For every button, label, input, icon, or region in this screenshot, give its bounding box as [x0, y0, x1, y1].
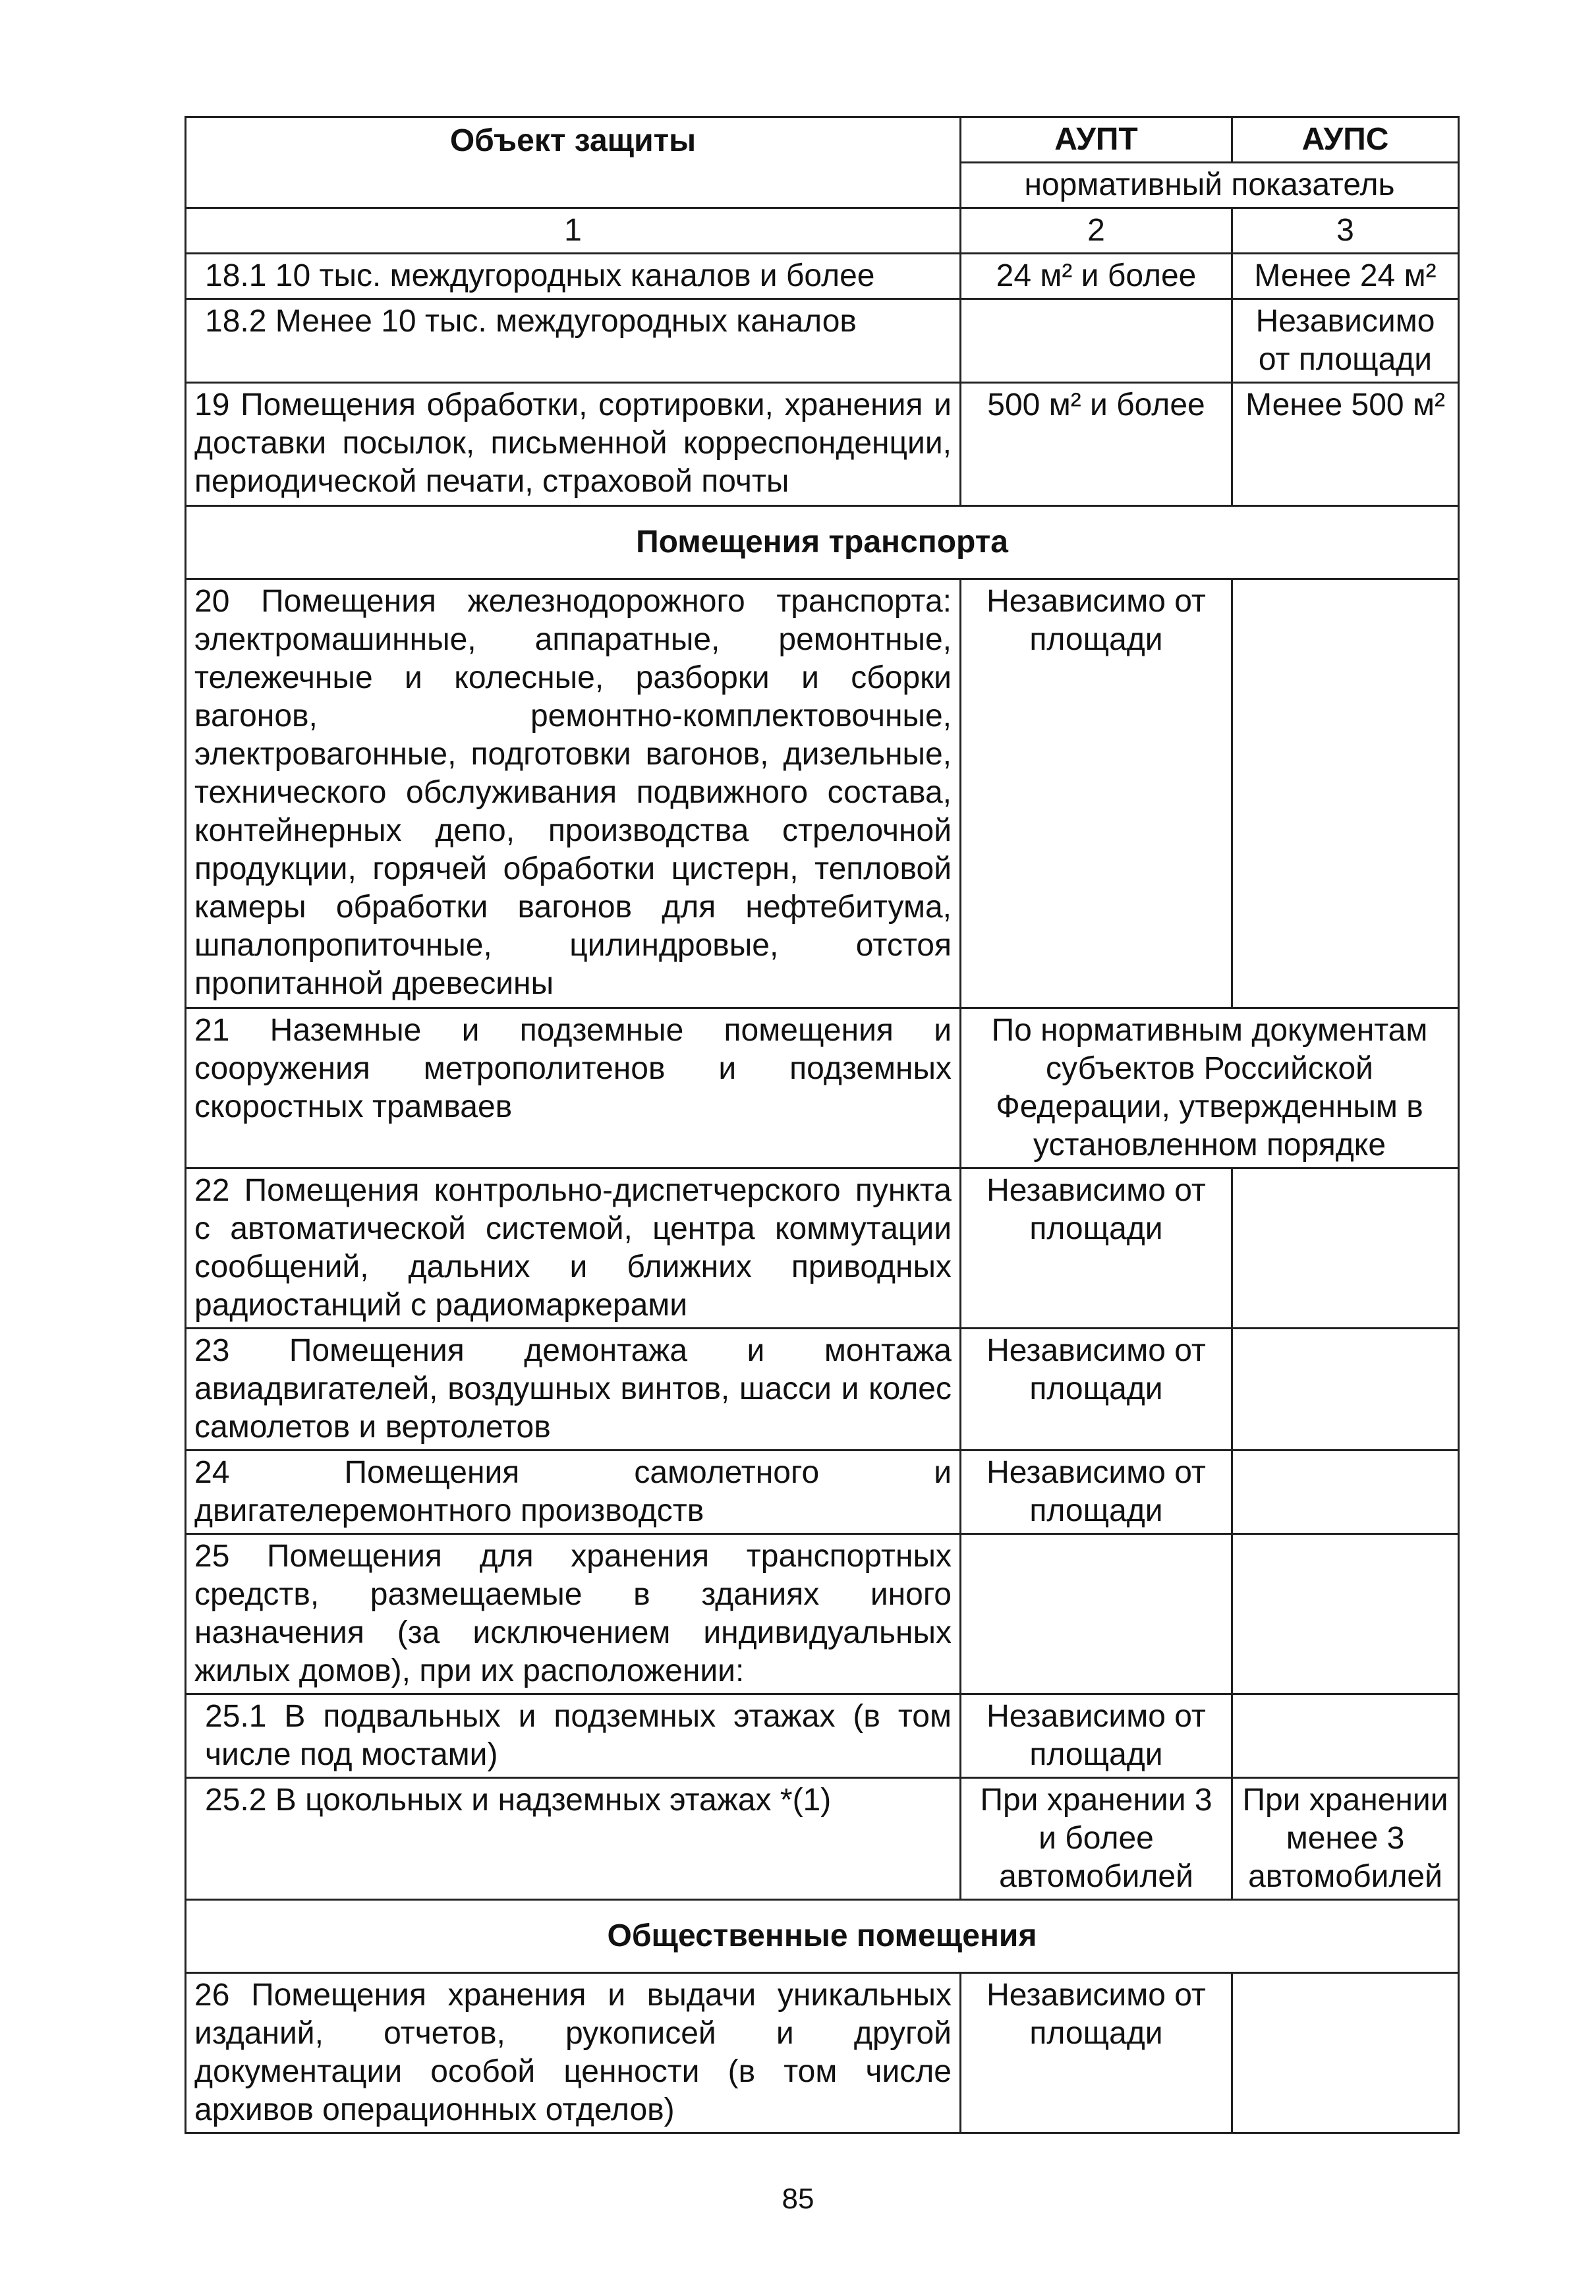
table-row: [186, 1329, 1459, 1450]
row-aupt: 500 м² и более: [961, 383, 1232, 506]
section-row: [186, 506, 1459, 579]
page-number: 85: [782, 2183, 814, 2215]
header-object: Объект защиты: [186, 117, 961, 208]
table-row: [186, 1973, 1459, 2133]
row-aupt: Независимо от площади: [961, 1329, 1232, 1450]
column-number-2: 2: [961, 208, 1232, 254]
row-aupt: При хранении 3 и более автомобилей: [961, 1778, 1232, 1900]
table-row: [186, 579, 1459, 1008]
row-aups: [1232, 1450, 1459, 1534]
table-row: [186, 383, 1459, 506]
section-row: [186, 1900, 1459, 1973]
table-row: [186, 1694, 1459, 1778]
table-row: [186, 1168, 1459, 1329]
row-aupt: Независимо от площади: [961, 579, 1232, 1008]
row-aups: [1232, 1329, 1459, 1450]
row-object: 18.1 10 тыс. междугородных каналов и более: [186, 254, 961, 299]
row-object: 22 Помещения контрольно-диспетчерского пункта с автоматической системой, центра коммутации сообщений, дальних и ближних приводных радиостанций с радиомаркерами: [186, 1168, 961, 1329]
table-row: [186, 1778, 1459, 1900]
row-aups: [1232, 1694, 1459, 1778]
row-aupt: 24 м² и более: [961, 254, 1232, 299]
row-aups: [1232, 1534, 1459, 1694]
row-object: 24 Помещения самолетного и двигателеремонтного производств: [186, 1450, 961, 1534]
row-aupt: [961, 299, 1232, 383]
table-row: [186, 299, 1459, 383]
table-row: [186, 254, 1459, 299]
header-indicator: нормативный показатель: [961, 163, 1459, 208]
header-aups: АУПС: [1232, 117, 1459, 163]
row-merged-requirement: По нормативным документам субъектов Российской Федерации, утвержденным в установленном порядке: [961, 1008, 1459, 1168]
row-aupt: Независимо от площади: [961, 1973, 1232, 2133]
column-number-1: 1: [186, 208, 961, 254]
row-aupt: [961, 1534, 1232, 1694]
row-object: 25 Помещения для хранения транспортных средств, размещаемые в зданиях иного назначения (за исключением индивидуальных жилых домов), при их расположении:: [186, 1534, 961, 1694]
row-aups: [1232, 1973, 1459, 2133]
row-object: 19 Помещения обработки, сортировки, хранения и доставки посылок, письменной корреспонденции, периодической печати, страховой почты: [186, 383, 961, 506]
header-row: [186, 117, 1459, 163]
row-object: 25.1 В подвальных и подземных этажах (в том числе под мостами): [186, 1694, 961, 1778]
row-object: 21 Наземные и подземные помещения и сооружения метрополитенов и подземных скоростных трамваев: [186, 1008, 961, 1168]
row-aups: Менее 500 м²: [1232, 383, 1459, 506]
row-aups: [1232, 579, 1459, 1008]
section-title-transport: Помещения транспорта: [186, 506, 1459, 579]
table-row: [186, 1008, 1459, 1168]
row-aups: [1232, 1168, 1459, 1329]
row-object: 23 Помещения демонтажа и монтажа авиадвигателей, воздушных винтов, шасси и колес самолетов и вертолетов: [186, 1329, 961, 1450]
row-aupt: Независимо от площади: [961, 1168, 1232, 1329]
protection-table: [185, 116, 1460, 2134]
section-title-public: Общественные помещения: [186, 1900, 1459, 1973]
row-object: 20 Помещения железнодорожного транспорта: электромашинные, аппаратные, ремонтные, тележечные и колесные, разборки и сборки вагонов, ремонтно-комплектовочные, электровагонные, подготовки вагонов, дизельные, технического обслуживания подвижного состава, контейнерных депо, производства стрелочной продукции, горячей обработки цистерн, тепловой камеры обработки вагонов для нефтебитума, шпалопропиточные, цилиндровые, отстоя пропитанной древесины: [186, 579, 961, 1008]
header-aupt: АУПТ: [961, 117, 1232, 163]
row-object: 26 Помещения хранения и выдачи уникальных изданий, отчетов, рукописей и другой документации особой ценности (в том числе архивов операционных отделов): [186, 1973, 961, 2133]
table-row: [186, 1450, 1459, 1534]
row-object: 18.2 Менее 10 тыс. междугородных каналов: [186, 299, 961, 383]
row-aupt: Независимо от площади: [961, 1694, 1232, 1778]
row-aups: При хранении менее 3 автомобилей: [1232, 1778, 1459, 1900]
column-numbers-row: [186, 208, 1459, 254]
row-object: 25.2 В цокольных и надземных этажах *(1): [186, 1778, 961, 1900]
table-row: [186, 1534, 1459, 1694]
row-aups: Менее 24 м²: [1232, 254, 1459, 299]
row-aupt: Независимо от площади: [961, 1450, 1232, 1534]
row-aups: Независимо от площади: [1232, 299, 1459, 383]
column-number-3: 3: [1232, 208, 1459, 254]
